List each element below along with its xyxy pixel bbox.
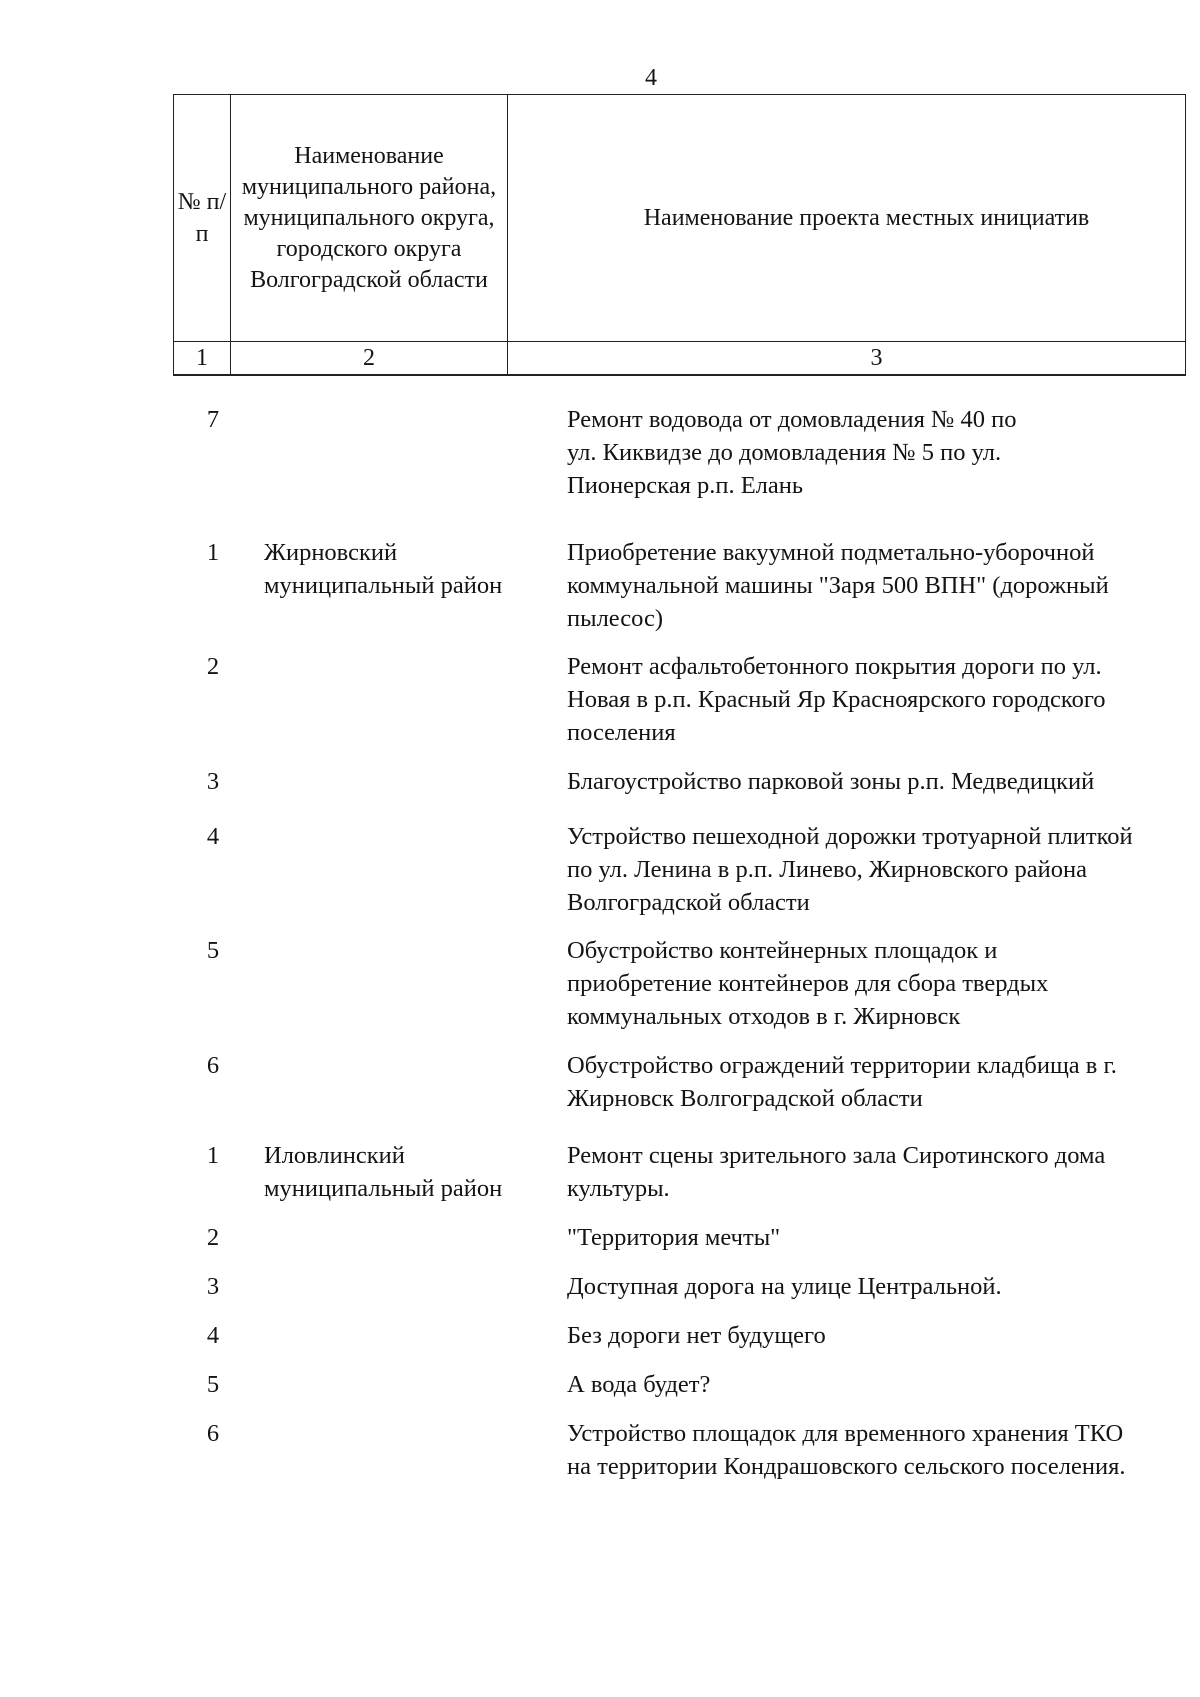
row-number: 5	[206, 937, 220, 964]
header-project: Наименование проекта местных инициатив	[508, 95, 1186, 342]
header-row	[174, 95, 1186, 342]
row-number: 4	[206, 823, 220, 850]
row-project: А вода будет?	[567, 1371, 711, 1398]
row-number: 1	[206, 1142, 220, 1169]
row-project: Приобретение вакуумной подметально-уборочной коммунальной машины "Заря 500 ВПН" (дорожный пылесос)	[567, 539, 1109, 632]
row-project: Ремонт асфальтобетонного покрытия дороги по ул. Новая в р.п. Красный Яр Красноярского городского поселения	[567, 653, 1106, 746]
table-header	[173, 94, 1186, 376]
row-project: "Территория мечты"	[567, 1224, 781, 1251]
row-number: 4	[206, 1322, 220, 1349]
row-number: 6	[206, 1052, 220, 1079]
page-number: 4	[645, 65, 657, 91]
column-number-3: 3	[508, 342, 1186, 376]
row-project: Устройство площадок для временного хранения ТКО на территории Кондрашовского сельского поселения.	[567, 1420, 1126, 1480]
row-project: Благоустройство парковой зоны р.п. Медведицкий	[567, 768, 1095, 795]
row-project: Ремонт сцены зрительного зала Сиротинского дома культуры.	[567, 1142, 1106, 1202]
row-number: 2	[206, 653, 220, 680]
column-number-2: 2	[231, 342, 508, 376]
row-number: 5	[206, 1371, 220, 1398]
row-number: 2	[206, 1224, 220, 1251]
row-district: Жирновский муниципальный район	[264, 539, 503, 599]
row-number: 7	[206, 406, 220, 433]
row-project: Ремонт водовода от домовладения № 40 по ул. Киквидзе до домовладения № 5 по ул. Пионерская р.п. Елань	[567, 406, 1017, 499]
header-number: № п/п	[174, 95, 231, 342]
row-number: 6	[206, 1420, 220, 1447]
row-number: 3	[206, 768, 220, 795]
row-project: Доступная дорога на улице Центральной.	[567, 1273, 1002, 1300]
column-number-1: 1	[174, 342, 231, 376]
row-number: 3	[206, 1273, 220, 1300]
row-project: Обустройство контейнерных площадок и приобретение контейнеров для сбора твердых коммунальных отходов в г. Жирновск	[567, 937, 1049, 1030]
row-number: 1	[206, 539, 220, 566]
row-project: Без дороги нет будущего	[567, 1322, 826, 1349]
row-project: Обустройство ограждений территории кладбища в г. Жирновск Волгоградской области	[567, 1052, 1117, 1112]
row-district: Иловлинский муниципальный район	[264, 1142, 503, 1202]
header-district: Наименование муниципального района, муниципального округа, городского округа Волгоградской области	[231, 95, 508, 342]
row-project: Устройство пешеходной дорожки тротуарной плиткой по ул. Ленина в р.п. Линево, Жирновского района Волгоградской области	[567, 823, 1133, 916]
column-number-row	[174, 342, 1186, 376]
